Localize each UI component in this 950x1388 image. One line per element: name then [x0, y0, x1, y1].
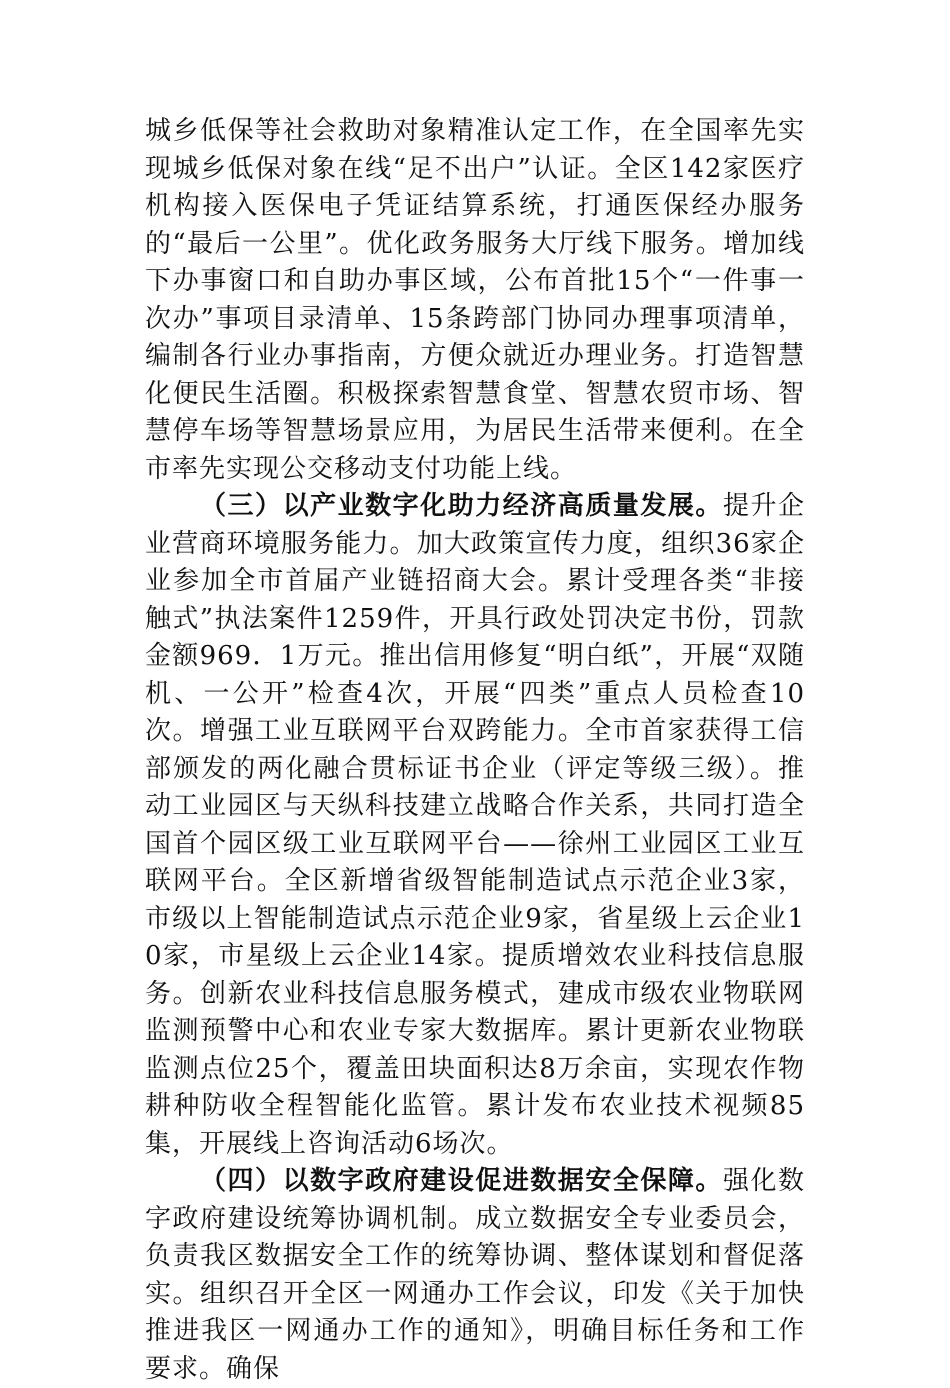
paragraph-3-heading: （四）以数字政府建设促进数据安全保障。 — [200, 1166, 723, 1196]
paragraph-3-text: 强化数字政府建设统筹协调机制。成立数据安全专业委员会，负责我区数据安全工作的统筹协调、整体谋划和督促落实。组织召开全区一网通办工作会议，印发《关于加快推进我区一网通办工作的通知》，明确目标任务和工作要求。确保 — [145, 1166, 805, 1384]
paragraph-1-text: 城乡低保等社会救助对象精准认定工作，在全国率先实现城乡低保对象在线“足不出户”认证。全区142家医疗机构接入医保电子凭证结算系统，打通医保经办服务的“最后一公里”。优化政务服务大厅线下服务。增加线下办事窗口和自助办事区域，公布首批15个“一件事一次办”事项目录清单、15条跨部门协同办理事项清单，编制各行业办事指南，方便众就近办理业务。打造智慧化便民生活圈。积极探索智慧食堂、智慧农贸市场、智慧停车场等智慧场景应用，为居民生活带来便利。在全市率先实现公交移动支付功能上线。 — [145, 116, 805, 484]
document-body — [145, 113, 805, 1388]
paragraph-1 — [145, 113, 805, 488]
paragraph-2-heading: （三）以产业数字化助力经济高质量发展。 — [200, 491, 723, 521]
paragraph-2 — [145, 488, 805, 1163]
paragraph-3 — [145, 1163, 805, 1388]
paragraph-2-text: 提升企业营商环境服务能力。加大政策宣传力度，组织36家企业参加全市首届产业链招商大会。累计受理各类“非接触式”执法案件1259件，开具行政处罚决定书份，罚款金额969．1万元。推出信用修复“明白纸”，开展“双随机、一公开”检查4次，开展“四类”重点人员检查10次。增强工业互联网平台双跨能力。全市首家获得工信部颁发的两化融合贯标证书企业（评定等级三级）。推动工业园区与天纵科技建立战略合作关系，共同打造全国首个园区级工业互联网平台——徐州工业园区工业互联网平台。全区新增省级智能制造试点示范企业3家，市级以上智能制造试点示范企业9家，省星级上云企业10家，市星级上云企业14家。提质增效农业科技信息服务。创新农业科技信息服务模式，建成市级农业物联网监测预警中心和农业专家大数据库。累计更新农业物联监测点位25个，覆盖田块面积达8万余亩，实现农作物耕种防收全程智能化监管。累计发布农业技术视频85集，开展线上咨询活动6场次。 — [145, 491, 805, 1159]
